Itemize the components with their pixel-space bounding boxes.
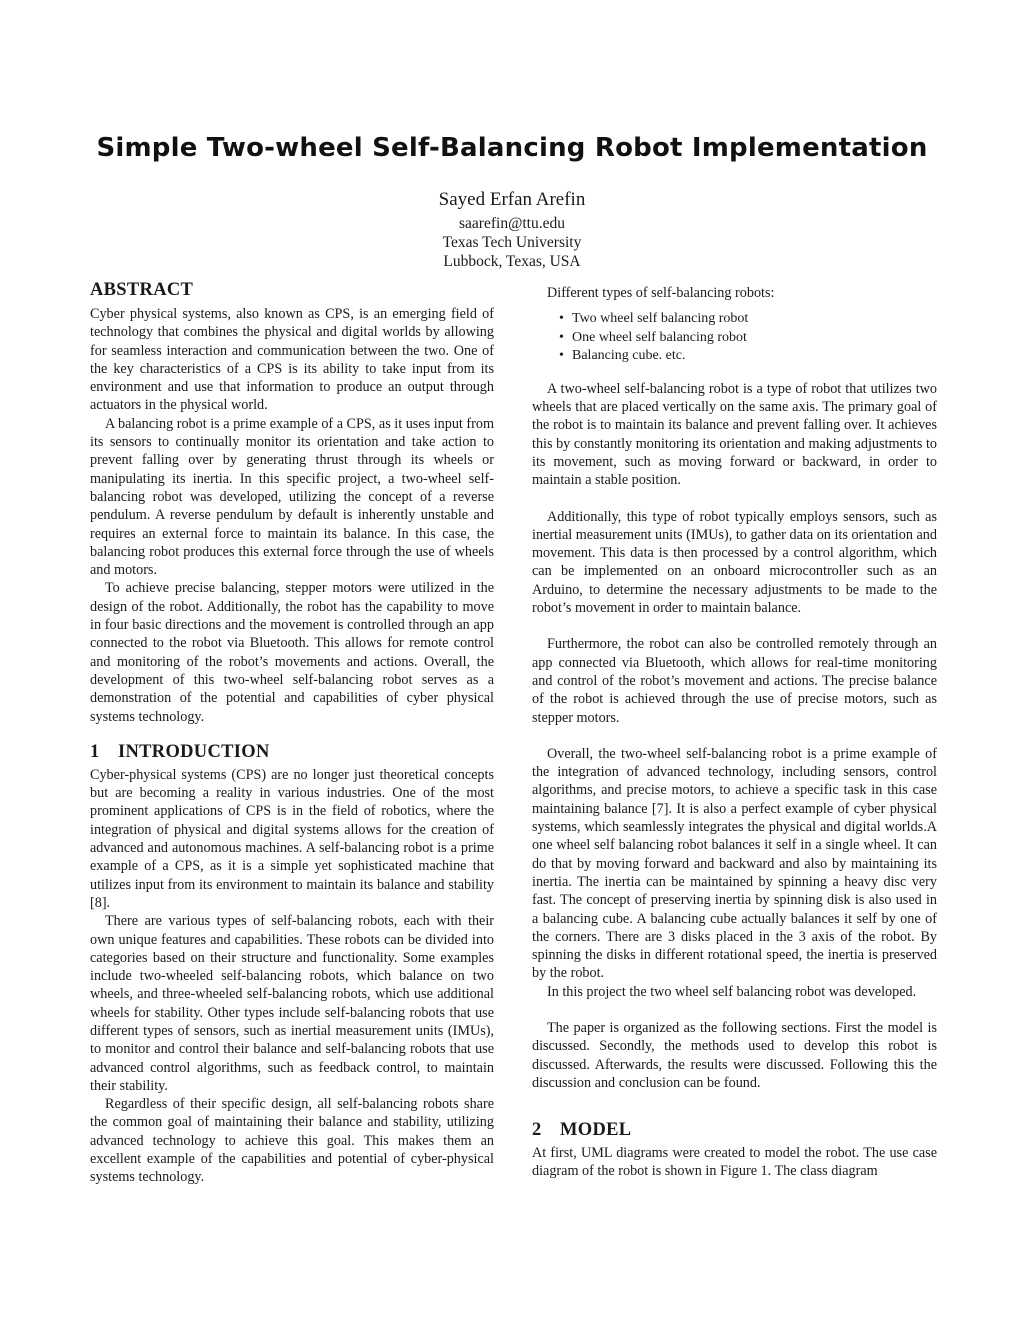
robot-types-intro: Different types of self-balancing robots: [547,285,775,301]
author-name: Sayed Erfan Arefin [438,189,586,210]
overall-paragraph: Overall, the two-wheel self-balancing robot is a prime example of the integration of advanced technology, including sensors, control algorithms, and precise motors, to achieve a specific task in this case maintaining balance [7]. It is also a perfect example of cyber physical systems, which seamlessly integrates the physical and digital worlds.A one wheel self balancing robot balances it self in a single wheel. It can do that by moving forward and backward and also by maintaining its inertia. The inertia can be maintained by spinning a heavy disc very fast. The concept of preserving inertia by spinning disk is also used in a balancing cube. A balancing cube actually balances it self by one of the corners. There are 3 disks placed in the 3 axis of the robot. By spinning the disks in different rotational speed, the inertia is preserved by the robot. [532,745,937,982]
model-heading [532,1118,937,1142]
section-number: 1 [90,741,100,762]
project-paragraph: In this project the two wheel self balancing robot was developed. [547,983,917,1000]
right-column [532,284,937,1181]
author-block [0,188,1024,271]
bullet-icon: • [559,348,564,364]
two-wheel-paragraph: A two-wheel self-balancing robot is a type of robot that utilizes two wheels that are placed vertically on the same axis. The primary goal of the robot is to maintain its balance and prevent falling over. It achieves this by constantly monitoring its orientation and making adjustments to its movement, such as moving forward or backward, in order to maintain a stable position. [532,380,937,489]
remote-control-paragraph: Furthermore, the robot can also be controlled remotely through an app connected via Bluetooth, which allows for real-time monitoring and control of the robot’s movement and actions. The precise balance of the robot is achieved through the use of precise motors, such as stepper motors. [532,636,937,726]
abstract-paragraph-3: To achieve precise balancing, stepper motors were utilized in the design of the robot. Additionally, the robot has the capability to move in four basic directions and the movement is controlled through an app connected to the robot via Bluetooth. This allows for remote control and monitoring of the robot’s movements and actions. Overall, the development of this two-wheel self-balancing robot serves as a demonstration of the potential and capabilities of cyber physical systems technology. [90,580,494,725]
list-item: • Two wheel self balancing robot [532,310,937,329]
bullet-icon: • [559,329,564,345]
introduction-paragraph-1: Cyber-physical systems (CPS) are no longer just theoretical concepts but are becoming a reality in various industries. One of the most prominent applications of CPS is in the field of robotics, where the integration of physical and digital systems allows for the creation of advanced and autonomous machines. A self-balancing robot is a prime example of a CPS, as it is a simple yet sophisticated machine that utilizes input from its environment to maintain its balance and stability [8]. [90,766,494,911]
left-column [90,278,494,1187]
author-affiliation: Texas Tech University [442,234,582,251]
section-number: 2 [532,1120,542,1141]
list-item: • One wheel self balancing robot [532,329,937,348]
list-item: • Balancing cube. etc. [532,347,937,366]
paper-title: Simple Two-wheel Self-Balancing Robot Implementation [96,133,928,163]
organization-paragraph: The paper is organized as the following sections. First the model is discussed. Secondly, the methods used to develop this robot is discussed. Afterwards, the results were discussed. Following this the discussion and conclusion can be found. [532,1020,937,1091]
abstract-paragraph-1: Cyber physical systems, also known as CPS, is an emerging field of technology that combines the physical and digital worlds by allowing for seamless interaction and communication between the two. One of the key characteristics of a CPS is its ability to take input from its environment and use that information to produce an output through actuators in the physical world. [90,306,494,414]
section-title: MODEL [560,1120,632,1141]
section-title: INTRODUCTION [118,741,270,762]
sensors-paragraph: Additionally, this type of robot typically employs sensors, such as inertial measurement units (IMUs), to gather data on its orientation and movement. This data is then processed by a control algorithm, which can be implemented on an onboard microcontroller such as an Arduino, to determine the necessary adjustments to be made to the robot’s movement in order to maintain balance. [532,508,937,617]
introduction-paragraph-3: Regardless of their specific design, all self-balancing robots share the common goal of maintaining their balance and stability, utilizing advanced technology to achieve this goal. This makes them an excellent example of the capabilities and potential of cyber-physical systems technology. [90,1096,494,1186]
robot-types-list [532,310,937,366]
bullet-icon: • [559,311,564,327]
model-paragraph: At first, UML diagrams were created to model the robot. The use case diagram of the robot is shown in Figure 1. The class diagram [532,1145,937,1180]
author-location: Lubbock, Texas, USA [443,253,581,270]
introduction-heading [90,740,494,764]
author-email: saarefin@ttu.edu [459,215,565,232]
abstract-heading: ABSTRACT [90,280,194,300]
abstract-paragraph-2: A balancing robot is a prime example of a CPS, as it uses input from its sensors to continually monitor its orientation and take action to prevent falling over by generating thrust through its wheels or manipulating its inertia. In this specific project, a two-wheel self-balancing robot was developed, utilizing the concept of a reverse pendulum. A reverse pendulum by default is inherently unstable and requires an external force to maintain its balance. In this case, the balancing robot produces this external force through the use of wheels and motors. [90,415,494,579]
introduction-paragraph-2: There are various types of self-balancing robots, each with their own unique features and capabilities. These robots can be divided into categories based on their structure and functionality. Some examples include two-wheeled self-balancing robots, which balance on two wheels, and three-wheeled self-balancing robots, which use additional wheels for stability. Other types include self-balancing robots that use different types of sensors, such as inertial measurement units (IMUs), to monitor and control their balance and self-balancing robots that use advanced control algorithms, such as feedback control, to maintain their stability. [90,913,494,1094]
